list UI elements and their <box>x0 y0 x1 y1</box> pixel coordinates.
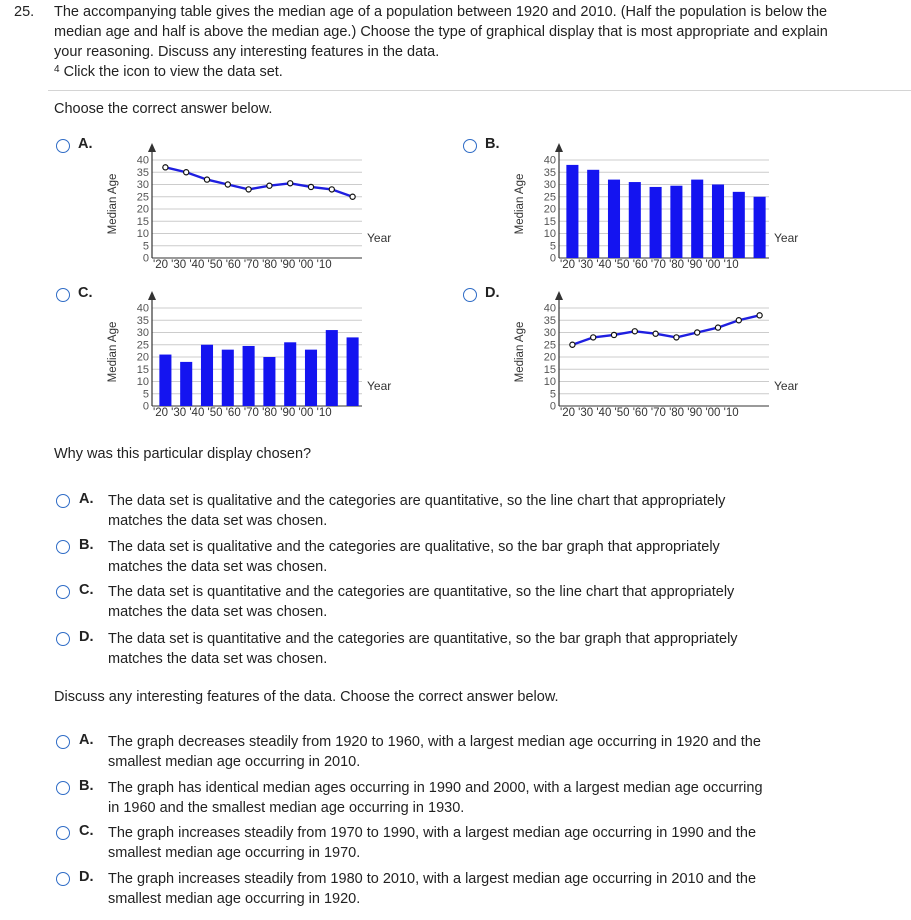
footnote-mark: 4 <box>54 64 60 75</box>
y-tick-label: 25 <box>543 339 556 352</box>
bar-1990 <box>712 185 724 259</box>
feature-option-a-text-1: The graph decreases steadily from 1920 to 1960, with a largest median age occurring in 1920 and the <box>108 734 761 750</box>
feature-option-c-letter: C. <box>79 823 94 839</box>
bar-2010 <box>347 337 359 406</box>
y-tick-label: 5 <box>549 240 556 253</box>
y-tick-label: 10 <box>543 376 556 388</box>
part2-prompt: Why was this particular display chosen? <box>54 446 312 462</box>
bar-1930 <box>180 362 192 406</box>
point-2000 <box>736 318 741 323</box>
part1-prompt: Choose the correct answer below. <box>54 101 273 117</box>
chart-option-b-label: B. <box>485 136 500 152</box>
y-tick-label: 0 <box>549 252 556 265</box>
chart-d <box>507 288 817 420</box>
bar-1980 <box>691 180 703 258</box>
y-axis-label: Median Age <box>107 173 119 235</box>
y-tick-label: 40 <box>543 302 556 315</box>
point-1930 <box>591 335 596 340</box>
bar-1990 <box>305 350 317 406</box>
y-tick-label: 40 <box>136 154 149 167</box>
y-tick-label: 0 <box>142 252 149 265</box>
bar-1920 <box>159 355 171 406</box>
y-tick-label: 40 <box>543 154 556 167</box>
reason-option-b-text-2: matches the data set was chosen. <box>108 559 328 575</box>
feature-option-a-text-2: smallest median age occurring in 2010. <box>108 754 361 770</box>
point-1960 <box>246 187 251 192</box>
bar-1950 <box>222 350 234 406</box>
point-1920 <box>570 342 575 347</box>
x-axis-label: Year <box>367 379 392 393</box>
y-tick-label: 25 <box>136 339 149 352</box>
feature-option-b-text-2: in 1960 and the smallest median age occurring in 1930. <box>108 800 465 816</box>
reason-option-a-text-2: matches the data set was chosen. <box>108 513 328 529</box>
feature-option-b-letter: B. <box>79 778 94 794</box>
footnote-text: Click the icon to view the data set. <box>63 64 283 80</box>
bar-1930 <box>587 170 599 258</box>
chart-option-a-label: A. <box>78 136 93 152</box>
y-tick-label: 15 <box>136 215 149 228</box>
point-1930 <box>184 170 189 175</box>
y-axis-label: Median Age <box>514 321 526 383</box>
bar-1940 <box>201 345 213 406</box>
point-1960 <box>653 331 658 336</box>
reason-option-a-radio[interactable] <box>56 494 70 508</box>
question-number: 25. <box>14 4 35 20</box>
feature-option-d-text-2: smallest median age occurring in 1920. <box>108 891 361 907</box>
y-axis-arrow <box>555 143 563 152</box>
bar-2000 <box>326 330 338 406</box>
feature-option-c-text-1: The graph increases steadily from 1970 to 1990, with a largest median age occurring in 1990 and the <box>108 825 757 841</box>
x-axis-label: Year <box>367 231 392 245</box>
feature-option-d-radio[interactable] <box>56 872 70 886</box>
y-tick-label: 0 <box>549 400 556 413</box>
y-tick-label: 0 <box>142 400 149 413</box>
chart-option-b-radio[interactable] <box>463 139 477 153</box>
bar-2000 <box>733 192 745 258</box>
y-tick-label: 15 <box>543 363 556 376</box>
x-axis-label: Year <box>774 231 799 245</box>
point-1920 <box>163 165 168 170</box>
y-tick-label: 5 <box>142 388 149 401</box>
point-2010 <box>350 194 355 199</box>
y-axis-label: Median Age <box>514 173 526 235</box>
reason-option-c-radio[interactable] <box>56 585 70 599</box>
y-axis-arrow <box>148 143 156 152</box>
reason-option-b-radio[interactable] <box>56 540 70 554</box>
y-tick-label: 20 <box>543 351 556 364</box>
bar-1980 <box>284 342 296 406</box>
point-1990 <box>715 325 720 330</box>
reason-option-b-letter: B. <box>79 537 94 553</box>
point-1940 <box>204 177 209 182</box>
bar-1960 <box>650 187 662 258</box>
y-tick-label: 35 <box>543 314 556 327</box>
point-1970 <box>267 183 272 188</box>
y-tick-label: 5 <box>142 240 149 253</box>
y-tick-label: 30 <box>543 179 556 191</box>
bar-2010 <box>754 197 766 258</box>
point-1950 <box>225 182 230 187</box>
question-line-1: The accompanying table gives the median age of a population between 1920 and 2010. (Half the population is below the <box>54 4 828 20</box>
feature-option-d-text-1: The graph increases steadily from 1980 to 2010, with a largest median age occurring in 2010 and the <box>108 871 757 887</box>
y-tick-label: 30 <box>136 179 149 191</box>
reason-option-a-text-1: The data set is qualitative and the categories are quantitative, so the line chart that appropriately <box>108 493 726 509</box>
chart-option-a-radio[interactable] <box>56 139 70 153</box>
reason-option-d-letter: D. <box>79 629 94 645</box>
reason-option-d-text-2: matches the data set was chosen. <box>108 651 328 667</box>
y-axis-label: Median Age <box>107 321 119 383</box>
y-tick-label: 5 <box>549 388 556 401</box>
question-line-3: your reasoning. Discuss any interesting features in the data. <box>54 44 440 60</box>
bar-1920 <box>566 165 578 258</box>
y-tick-label: 30 <box>543 327 556 339</box>
reason-option-c-text-2: matches the data set was chosen. <box>108 604 328 620</box>
chart-option-d-radio[interactable] <box>463 288 477 302</box>
reason-option-d-radio[interactable] <box>56 632 70 646</box>
y-tick-label: 40 <box>136 302 149 315</box>
question-line-2: median age and half is above the median age.) Choose the type of graphical display that is most appropriate and explain <box>54 24 828 40</box>
y-tick-label: 35 <box>136 314 149 327</box>
y-tick-label: 20 <box>136 351 149 364</box>
feature-option-c-radio[interactable] <box>56 826 70 840</box>
point-2000 <box>329 187 334 192</box>
reason-option-b-text-1: The data set is qualitative and the categories are qualitative, so the bar graph that appropriately <box>108 539 720 555</box>
feature-option-d-letter: D. <box>79 869 94 885</box>
reason-option-c-letter: C. <box>79 582 94 598</box>
y-tick-label: 25 <box>543 191 556 204</box>
bar-1940 <box>608 180 620 258</box>
x-axis-label: Year <box>774 379 799 393</box>
chart-option-d-label: D. <box>485 285 500 301</box>
y-tick-label: 15 <box>543 215 556 228</box>
y-tick-label: 35 <box>136 166 149 179</box>
part3-prompt: Discuss any interesting features of the data. Choose the correct answer below. <box>54 689 559 705</box>
y-tick-label: 35 <box>543 166 556 179</box>
y-axis-arrow <box>555 291 563 300</box>
chart-a <box>100 140 410 272</box>
feature-option-b-radio[interactable] <box>56 781 70 795</box>
y-axis-arrow <box>148 291 156 300</box>
point-1980 <box>288 181 293 186</box>
y-tick-label: 10 <box>543 228 556 240</box>
point-1970 <box>674 335 679 340</box>
feature-option-a-radio[interactable] <box>56 735 70 749</box>
reason-option-c-text-1: The data set is quantitative and the categories are quantitative, so the line chart that appropriately <box>108 584 735 600</box>
feature-option-a-letter: A. <box>79 732 94 748</box>
divider <box>48 90 911 91</box>
y-tick-label: 20 <box>136 203 149 216</box>
y-tick-label: 20 <box>543 203 556 216</box>
y-tick-label: 10 <box>136 228 149 240</box>
point-1940 <box>611 332 616 337</box>
footnote-link[interactable] <box>54 62 283 82</box>
reason-option-d-text-1: The data set is quantitative and the categories are quantitative, so the bar graph that appropriately <box>108 631 738 647</box>
feature-option-c-text-2: smallest median age occurring in 1970. <box>108 845 361 861</box>
x-tick-labels: '20 '30 '40 '50 '60 '70 '80 '90 '00 '10 <box>560 259 739 271</box>
x-tick-labels: '20 '30 '40 '50 '60 '70 '80 '90 '00 '10 <box>560 407 739 419</box>
chart-option-c-label: C. <box>78 285 93 301</box>
y-tick-label: 30 <box>136 327 149 339</box>
point-1990 <box>308 184 313 189</box>
bar-1970 <box>263 357 275 406</box>
point-1950 <box>632 329 637 334</box>
feature-option-b-text-1: The graph has identical median ages occurring in 1990 and 2000, with a largest median age occurring <box>108 780 763 796</box>
chart-c <box>100 288 410 420</box>
y-tick-label: 25 <box>136 191 149 204</box>
reason-option-a-letter: A. <box>79 491 94 507</box>
point-1980 <box>695 330 700 335</box>
chart-b <box>507 140 817 272</box>
bar-1950 <box>629 182 641 258</box>
y-tick-label: 15 <box>136 363 149 376</box>
point-2010 <box>757 313 762 318</box>
bar-1960 <box>243 346 255 406</box>
bar-1970 <box>670 186 682 258</box>
x-tick-labels: '20 '30 '40 '50 '60 '70 '80 '90 '00 '10 <box>153 407 332 419</box>
chart-option-c-radio[interactable] <box>56 288 70 302</box>
y-tick-label: 10 <box>136 376 149 388</box>
x-tick-labels: '20 '30 '40 '50 '60 '70 '80 '90 '00 '10 <box>153 259 332 271</box>
